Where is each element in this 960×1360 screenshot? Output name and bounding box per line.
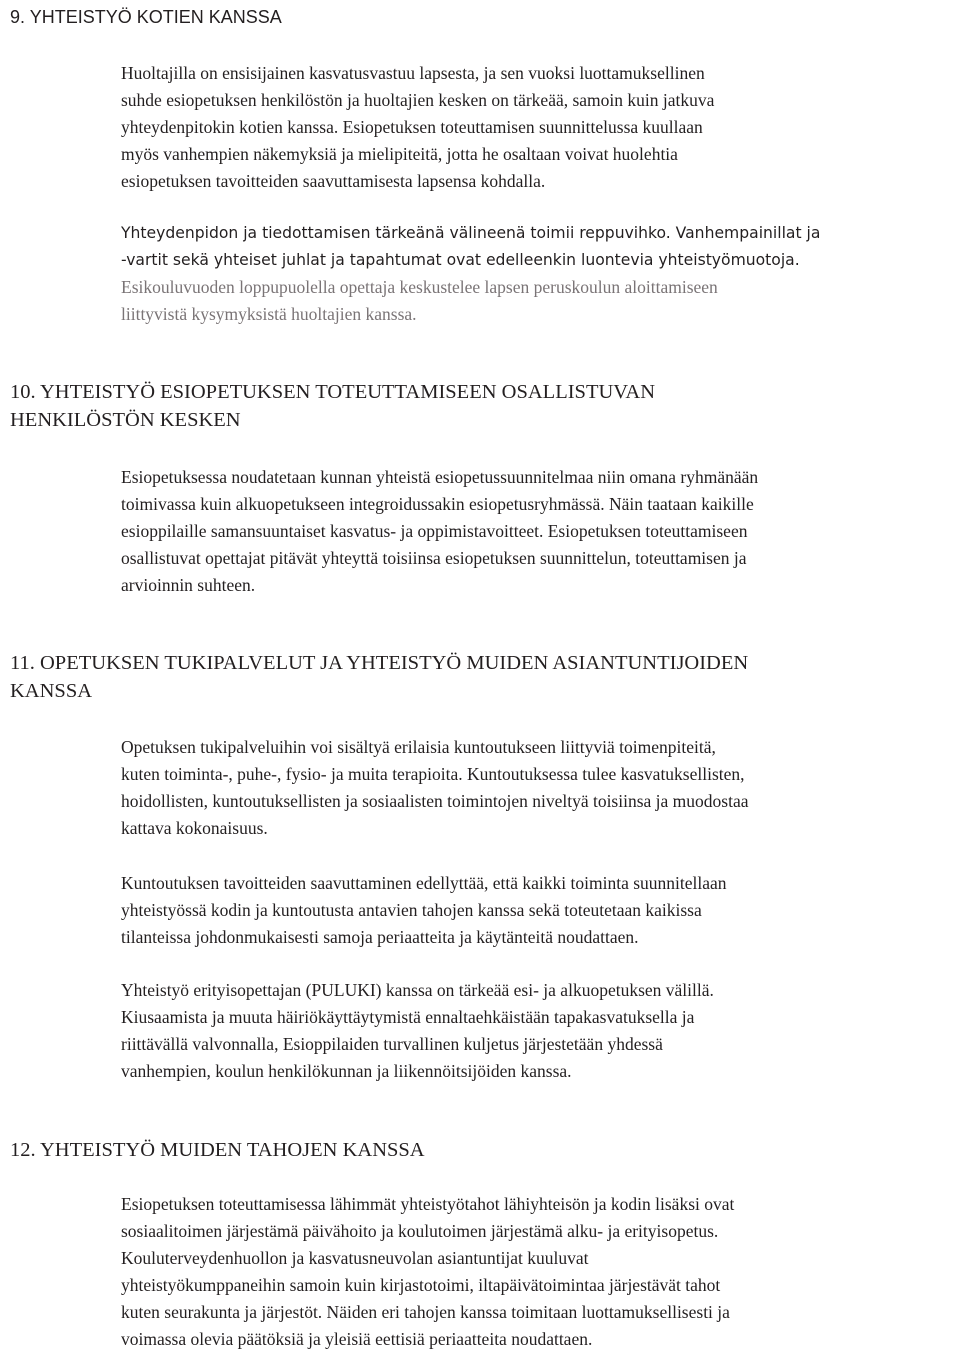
text-line: toimivassa kuin alkuopetukseen integroidussakin esiopetusryhmässä. Näin taataan kaikille: [121, 494, 754, 514]
text-line: hoidollisten, kuntoutuksellisten ja sosiaalisten toimintojen niveltyä toisiinsa ja muodostaa: [121, 791, 749, 811]
text-line: sosiaalitoimen järjestämä päivähoito ja koulutoimen järjestämä alku- ja erityisopetus.: [121, 1221, 719, 1241]
text-line: kuten toiminta-, puhe-, fysio- ja muita terapioita. Kuntoutuksessa tulee kasvatuksellisten,: [121, 764, 745, 784]
section-9-paragraph-2: [121, 220, 956, 328]
text-line: Yhteydenpidon ja tiedottamisen tärkeänä välineenä toimii reppuvihko. Vanhempainillat ja: [121, 224, 821, 242]
text-line: yhteistyössä kodin ja kuntoutusta antavien tahojen kanssa sekä toteutetaan kaikissa: [121, 900, 702, 920]
text-line: liittyvistä kysymyksistä huoltajien kanssa.: [121, 304, 417, 324]
heading-line: 11. OPETUKSEN TUKIPALVELUT JA YHTEISTYÖ MUIDEN ASIANTUNTIJOIDEN: [10, 652, 749, 674]
heading-line: KANSSA: [10, 680, 93, 702]
text-line: tilanteissa johdonmukaisesti samoja periaatteita ja käytänteitä noudattaen.: [121, 927, 639, 947]
text-line: kuten seurakunta ja järjestöt. Näiden eri tahojen kanssa toimitaan luottamuksellisesti ja: [121, 1302, 730, 1322]
section-11-paragraph-2: [121, 870, 956, 951]
text-line: osallistuvat opettajat pitävät yhteyttä toisiinsa esiopetuksen suunnittelun, toteuttamisen ja: [121, 548, 747, 568]
text-line: vanhempien, koulun henkilökunnan ja liikennöitsijöiden kanssa.: [121, 1061, 572, 1081]
text-line: riittävällä valvonnalla, Esioppilaiden turvallinen kuljetus järjestetään yhdessä: [121, 1034, 663, 1054]
text-line: -vartit sekä yhteiset juhlat ja tapahtumat ovat edelleenkin luontevia yhteistyömuotoja.: [121, 251, 800, 269]
heading-line: HENKILÖSTÖN KESKEN: [10, 409, 241, 431]
text-line: suhde esiopetuksen henkilöstön ja huoltajien kesken on tärkeää, samoin kuin jatkuva: [121, 90, 715, 110]
section-9-paragraph-1: [121, 60, 956, 195]
section-11-paragraph-3: [121, 977, 956, 1085]
section-12-heading: 12. YHTEISTYÖ MUIDEN TAHOJEN KANSSA: [10, 1139, 425, 1161]
text-line: Esiopetuksessa noudatetaan kunnan yhteistä esiopetussuunnitelmaa niin omana ryhmänään: [121, 467, 759, 487]
section-11-heading: [10, 649, 748, 705]
section-10-heading: [10, 378, 655, 434]
heading-line: 10. YHTEISTYÖ ESIOPETUKSEN TOTEUTTAMISEEN OSALLISTUVAN: [10, 381, 656, 403]
section-12-paragraph-1: [121, 1191, 956, 1353]
section-10-paragraph-1: [121, 464, 956, 599]
text-line: Kiusaamista ja muuta häiriökäyttäytymistä ennaltaehkäistään tapakasvatuksella ja: [121, 1007, 695, 1027]
text-line: esiopetuksen tavoitteiden saavuttamisesta lapsensa kohdalla.: [121, 171, 546, 191]
text-line: kattava kokonaisuus.: [121, 818, 268, 838]
text-line: esioppilaille samansuuntaiset kasvatus- ja oppimistavoitteet. Esiopetuksen toteuttamiseen: [121, 521, 748, 541]
text-line: Kouluterveydenhuollon ja kasvatusneuvolan asiantuntijat kuuluvat: [121, 1248, 589, 1268]
text-line: myös vanhempien näkemyksiä ja mielipiteitä, jotta he osaltaan voivat huolehtia: [121, 144, 678, 164]
text-line: voimassa olevia päätöksiä ja yleisiä eettisiä periaatteita noudattaen.: [121, 1329, 593, 1349]
text-line: Huoltajilla on ensisijainen kasvatusvastuu lapsesta, ja sen vuoksi luottamuksellinen: [121, 63, 705, 83]
text-line: Yhteistyö erityisopettajan (PULUKI) kanssa on tärkeää esi- ja alkuopetuksen välillä.: [121, 980, 714, 1000]
text-line: Esiopetuksen toteuttamisessa lähimmät yhteistyötahot lähiyhteisön ja kodin lisäksi ovat: [121, 1194, 735, 1214]
text-line: yhteydenpitokin kotien kanssa. Esiopetuksen toteuttamisen suunnittelussa kuullaan: [121, 117, 703, 137]
text-line: arvioinnin suhteen.: [121, 575, 256, 595]
text-line: Kuntoutuksen tavoitteiden saavuttaminen edellyttää, että kaikki toiminta suunnitellaan: [121, 873, 727, 893]
text-line: Esikouluvuoden loppupuolella opettaja keskustelee lapsen peruskoulun aloittamiseen: [121, 277, 718, 297]
text-line: Opetuksen tukipalveluihin voi sisältyä erilaisia kuntoutukseen liittyviä toimenpiteitä,: [121, 737, 716, 757]
section-11-paragraph-1: [121, 734, 956, 842]
section-9-heading: 9. YHTEISTYÖ KOTIEN KANSSA: [10, 7, 282, 27]
text-line: yhteistyökumppaneihin samoin kuin kirjastotoimi, iltapäivätoimintaa järjestävät tahot: [121, 1275, 721, 1295]
